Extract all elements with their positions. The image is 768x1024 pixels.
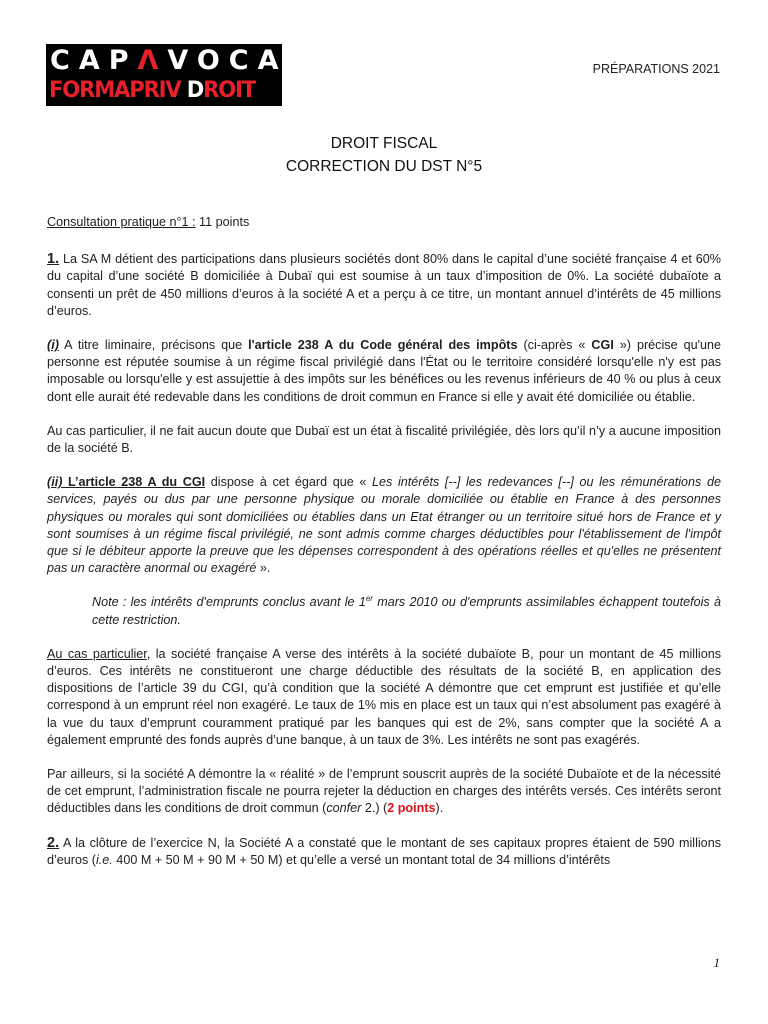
page-number: 1 (713, 955, 720, 970)
paragraph-1 (47, 251, 721, 320)
article-238a-reference: L’article 238 A du CGI (62, 475, 206, 490)
paragraph-7-text-b: 400 M + 50 M + 90 M + 50 M) et qu’elle a versé un montant total de 34 millions d’intérêts (112, 852, 611, 867)
logo-line-capavocat (50, 44, 313, 77)
preparations-label: PRÉPARATIONS 2021 (592, 62, 720, 76)
note-text-b: mars 2010 ou d'emprunts assimilables échappent toutefois à cette restriction. (92, 595, 721, 627)
consultation-heading (47, 214, 721, 231)
paragraph-4-text-b: ». (256, 561, 271, 576)
cgi-abbrev: CGI (591, 338, 614, 353)
confer-word: confer (326, 801, 362, 816)
paragraph-7-text-a: A la clôture de l’exercice N, la Société A a constaté que le montant de ses capitaux propres étaient de 590 millions d’euros ( (47, 835, 721, 867)
paragraph-6-text-c: ). (435, 801, 444, 816)
logo-text-formapriv: FORMAPRIV (49, 78, 187, 103)
legal-quote: Les intérêts [--] les redevances [--] ou les rémunérations de services, payés ou dus par une personne physique ou morale domiciliée ou établie en France à des personnes physiques ou morales qui sont domiciliées ou établies dans un Etat étranger ou un territoire situé hors de France et y sont soumises à un régime fiscal privilégié, ne sont admis comme charges déductibles pour l'établissement de l'impôt que si le débiteur apporte la preuve que les dépenses correspondent à des opérations réelles et qu'elles ne présentent pas un caractère anormal ou exagéré (47, 475, 721, 576)
paragraph-2-text-b: (ci-après « (517, 338, 592, 353)
points-badge: 2 points (387, 801, 436, 816)
paragraph-2-text-c: ») précise qu'une personne est réputée soumise à un régime fiscal privilégié dans l'État ou le territoire considéré lorsqu'elle n'y est pas imposable ou lorsqu'elle y est assujettie à des impôts sur les bénéfices ou les revenus inférieurs de 40 % ou plus à ceux dont elle aurait été redevable dans les conditions de droit commun en France si elle y avait été domiciliée ou établie. (47, 338, 721, 404)
ie-abbrev: i.e. (96, 852, 113, 867)
document-title: DROIT FISCAL (330, 135, 438, 152)
consultation-label: Consultation pratique n°1 : (47, 215, 196, 229)
note-paragraph (92, 594, 721, 628)
question-number-2: 2. (47, 834, 60, 851)
logo-text-vocat: VOCAT (167, 45, 313, 76)
paragraph-6-text-a: Par ailleurs, si la société A démontre la « réalité » de l’emprunt souscrit auprès de la société Dubaïote et de la nécessité de cet emprunt, l’administration fiscale ne pourra rejeter la déduction en charges des intérêts versés. Ces intérêts seront déductibles dans les conditions de droit commun ( (47, 767, 721, 816)
document-subtitle: CORRECTION DU DST N°5 (285, 158, 483, 175)
note-superscript: er (365, 594, 373, 604)
logo-text-roit: ROIT (203, 78, 256, 103)
document-body (47, 214, 721, 886)
marker-ii: (ii) (47, 475, 63, 490)
article-reference: l'article 238 A du Code général des impôts (248, 338, 518, 353)
logo-text-cap: CAP (50, 45, 138, 76)
paragraph-5 (47, 646, 721, 749)
capavocat-logo (46, 44, 313, 106)
note-text-a: Note : les intérêts d'emprunts conclus avant le 1 (92, 595, 366, 610)
paragraph-5-underline: Au cas particulier (47, 646, 147, 661)
paragraph-2-text-a: A titre liminaire, précisons que (58, 338, 249, 353)
paragraph-6 (47, 766, 721, 818)
paragraph-6-text-b: 2.) ( (361, 801, 388, 816)
paragraph-3: Au cas particulier, il ne fait aucun doute que Dubaï est un état à fiscalité privilégiée, dès lors qu’il n’y a aucune imposition de la société B. (47, 423, 721, 456)
paragraph-5-text: , la société française A verse des intérêts à la société dubaïote B, pour un montant de 45 millions d’euros. Ces intérêts ne constitueront une charge déductible des résultats de la société B, en application des dispositions de l’article 39 du CGI, qu’à condition que la société A démontre que cet emprunt est justifiée et qu’elle correspond à un emprunt réel non exagéré. Le taux de 1% mis en place est un taux qui n’est absolument pas exagéré à la vue du taux d’emprunt couramment pratiqué par les banques qui est de 2%, sans compter que la société A a également emprunté des fonds auprès d’une banque, à un taux de 3%. Les intérêts ne sont pas exagérés. (47, 646, 722, 747)
paragraph-7 (47, 835, 721, 869)
consultation-points: 11 points (195, 215, 250, 229)
logo-line-formapriv (49, 77, 270, 105)
paragraph-4-text-a: dispose à cet égard que « (205, 475, 373, 490)
marker-i: (i) (47, 338, 59, 353)
paragraph-1-text: La SA M détient des participations dans plusieurs sociétés dont 80% dans le capital d’une société française 4 et 60% du capital d’une société B domiciliée à Dubaï qui est soumise à un taux d’imposition de 0%. La société dubaïote a consenti un prêt de 450 millions d’euros à la société A et a perçu à ce titre, un montant annuel d’intérêts de 45 millions d’euros. (47, 252, 721, 318)
paragraph-2 (47, 337, 721, 406)
logo-white-d: D (186, 78, 204, 103)
logo-red-a: Λ (137, 45, 168, 76)
question-number-1: 1. (47, 251, 60, 268)
paragraph-4 (47, 474, 721, 577)
